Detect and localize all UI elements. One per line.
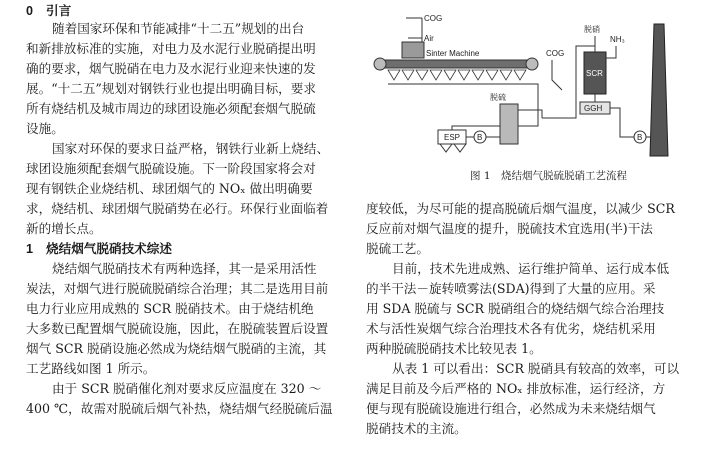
text-line: 设施。 (26, 121, 64, 136)
text-line: 大多数已配置烟气脱硫设施，因此，在脱硫装置后设置 (26, 321, 329, 336)
esp-label: ESP (444, 133, 461, 142)
cog-left-label: COG (424, 14, 443, 23)
section-1-title: 烧结烟气脱硝技术综述 (46, 241, 172, 256)
figure-caption: 图 1 烧结烟气脱硫脱硝工艺流程 (470, 170, 628, 182)
ggh-label: GGH (584, 104, 603, 113)
text-line: 烟气 SCR 脱硝设施必然成为烧结烟气脱硝的主流，其 (26, 341, 327, 356)
text-line: 烧结烟气脱硝技术有两种选择，其一是采用活性 (52, 261, 317, 276)
section-0-number: 0 (26, 4, 34, 18)
section-1-heading (26, 240, 172, 258)
text-line: 新的增长点。 (26, 221, 102, 236)
duct-to-esp (452, 84, 538, 132)
cog-right-label: COG (546, 49, 565, 58)
air-label: Air (424, 34, 434, 43)
text-line: 的半干法－旋转喷雾法(SDA)得到了大量的应用。采 (366, 281, 656, 296)
cog-right-pipe (552, 60, 562, 90)
ggh-to-fan (610, 108, 634, 137)
text-line: 便与现有脱硫设施进行组合，必然成为未来烧结烟气 (366, 401, 656, 416)
text-line: 现有钢铁企业烧结机、球团烟气的 NOₓ 做出明确要 (26, 181, 313, 196)
fan-right-label: B (637, 133, 643, 142)
text-line: 所有烧结机及城市周边的球团设施必须配套烟气脱硫 (26, 101, 316, 116)
ignition-hood (402, 42, 424, 58)
denitration-label: 脱硝 (584, 25, 600, 34)
text-line: 术与活性炭烟气综合治理技术各有优劣，烧结机采用 (366, 321, 656, 336)
text-line: 炭法，对烟气进行脱硫脱硝综合治理；其二是选用目前 (26, 281, 329, 296)
process-flow-figure (366, 6, 696, 166)
scr-label: SCR (586, 69, 603, 78)
text-line: 脱硝技术的主流。 (366, 421, 467, 436)
wind-boxes (388, 70, 526, 80)
sinter-belt (380, 60, 532, 68)
nh3-label: NH₃ (610, 35, 625, 44)
text-line: 确的要求，烟气脱硝在电力及水泥行业迎来快速的发 (26, 61, 316, 76)
section-0-title: 引言 (46, 3, 72, 18)
text-line: 满足目前及今后严格的 NOₓ 排放标准，运行经济，方 (366, 381, 666, 396)
belt-roller-right (526, 58, 538, 70)
process-flow-diagram (366, 6, 696, 166)
desulfurization-tower (500, 104, 518, 144)
text-line: 展。“十二五”规划对钢铁行业也提出明确目标，要求 (26, 81, 316, 96)
text-line: 两种脱硫脱硝技术比较见表 1。 (366, 341, 542, 356)
text-line: 国家对环保的要求日益严格，钢铁行业新上烧结、 (52, 141, 330, 156)
text-line: 反应前对烟气温度的提升，脱硫技术宜选用(半)干法 (366, 221, 653, 236)
text-line: 球团设施须配套烟气脱硫设施。下一阶段国家将会对 (26, 161, 316, 176)
esp-hoppers (440, 144, 466, 152)
text-line: 求，烧结机、球团烟气脱硝势在必行。环保行业面临着 (26, 201, 329, 216)
section-1-number: 1 (26, 242, 34, 256)
text-line: 电力行业应用成熟的 SCR 脱硝技术。由于烧结机绝 (26, 301, 314, 316)
text-line: 随着国家环保和节能减排“十二五”规划的出台 (52, 21, 305, 36)
text-line: 由于 SCR 脱硝催化剂对要求反应温度在 320 ～ (52, 381, 322, 396)
text-line: 工艺路线如图 1 所示。 (26, 361, 156, 376)
text-line: 和新排放标准的实施，对电力及水泥行业脱硝提出明 (26, 41, 316, 56)
text-line: 用 SDA 脱硫与 SCR 脱硝组合的烧结烟气综合治理技 (366, 301, 665, 316)
desulfurization-label: 脱硫 (490, 93, 506, 102)
text-line: 目前，技术先进成熟、运行维护简单、运行成本低 (392, 261, 670, 276)
sinter-machine-label: Sinter Machine (426, 49, 480, 58)
text-line: 度较低，为尽可能的提高脱硫后烟气温度，以减少 SCR (366, 201, 675, 216)
fan-left-label: B (477, 133, 483, 142)
section-0-heading (26, 2, 71, 20)
belt-roller-left (374, 58, 386, 70)
nh3-injection (606, 46, 616, 58)
text-line: 400 ℃，故需对脱硫后烟气补热，烧结烟气经脱硫后温 (26, 401, 333, 416)
text-line: 脱硫工艺。 (366, 241, 429, 256)
chimney-stack (650, 24, 668, 156)
text-line: 从表 1 可以看出：SCR 脱硝具有较高的效率，可以 (392, 361, 680, 376)
